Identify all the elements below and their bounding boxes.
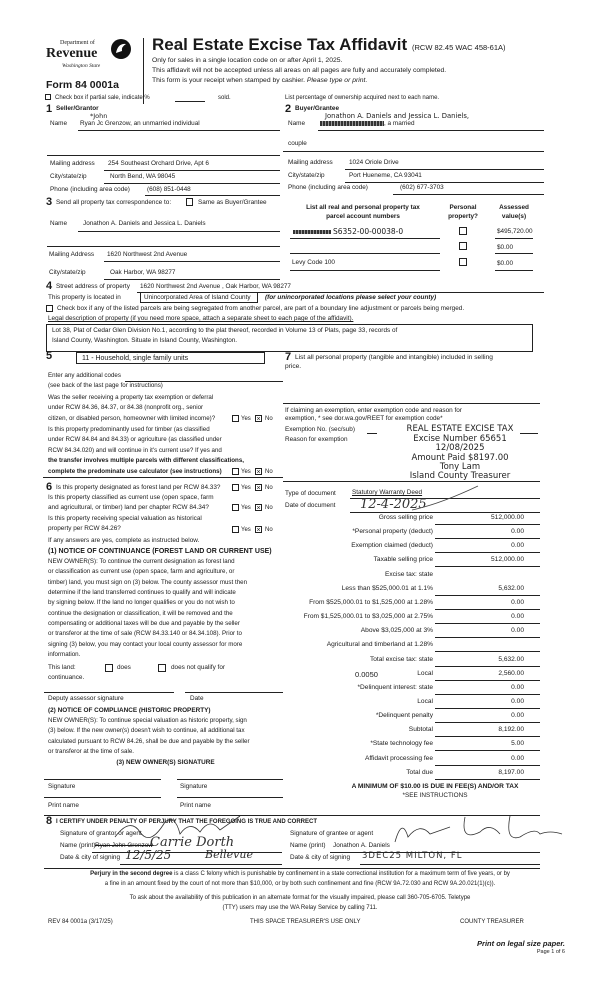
print-name-label: Print name <box>48 802 79 809</box>
signature-label: Signature <box>48 783 76 790</box>
grantee-signature-label: Signature of grantee or agent <box>290 830 374 837</box>
street-label: Street address of property <box>56 283 130 290</box>
deputy-date-field[interactable] <box>185 692 283 693</box>
question-text: property per RCW 84.26? <box>48 525 121 532</box>
seller-heading: Seller/Grantor <box>56 105 99 112</box>
doc-type-label: Type of document <box>285 490 336 497</box>
buyer-phone-field[interactable]: (602) 677-3703 <box>400 184 444 191</box>
local-rate: 0.0050 <box>355 670 378 679</box>
perjury-text: a fine in an amount fixed by the court of not more than $10,000, or by both such confinement and fine (RCW 9A.72.030 and RCW 9A.20.021(1)(c)). <box>104 881 496 887</box>
assessed-value-field[interactable]: $0.00 <box>497 244 513 251</box>
exemption-deferral-yes-label: Yes <box>241 416 251 422</box>
personal-col-header: property? <box>448 213 478 220</box>
header-note-italic: Please type or print. <box>306 77 368 84</box>
corr-city-field[interactable]: Oak Harbor, WA 98277 <box>110 269 176 276</box>
notice-text: or transferor at the time of sale (RCW 84.33.140 or 84.34.108). Prior to <box>48 630 242 638</box>
dor-logo-icon <box>110 37 132 61</box>
stamp-line: 12/08/2025 <box>435 443 485 453</box>
assessed-value-field[interactable]: $495,720.00 <box>497 228 533 235</box>
current-use-yes-label: Yes <box>241 505 251 511</box>
header-note-text: This form is your receipt when stamped by cashier. <box>152 77 305 84</box>
fee-line <box>435 680 540 681</box>
current-use-no-label: No <box>265 505 273 511</box>
notice-text: information. <box>48 651 81 659</box>
fee-line <box>435 651 540 652</box>
sold-label: sold. <box>218 95 231 101</box>
owner-print-name-field[interactable] <box>44 797 161 798</box>
fee-label: Total excise tax: state <box>369 655 433 663</box>
fee-line <box>435 722 540 723</box>
fee-label: *Delinquent penalty <box>375 712 433 720</box>
timber-agriculture-no-label: No <box>265 469 273 475</box>
grantee-name-label: Name (print) <box>290 842 326 849</box>
section-number: 8 <box>46 815 53 827</box>
fee-line <box>435 708 540 709</box>
notice-text: timber) land, you must sign on (3) below. The county assessor must then <box>48 578 248 586</box>
deputy-label: Deputy assessor signature <box>48 695 124 702</box>
exemption-note: exemption, * see dor.wa.gov/REET for exemption code* <box>285 415 443 422</box>
struck-out-text <box>320 121 384 126</box>
fee-line <box>435 694 540 695</box>
perjury-text: is a class C felony which is punishable by confinement in a state correctional institution for a maximum term of five years, or by <box>172 871 510 877</box>
fee-label: Excise tax: state <box>384 570 433 578</box>
historic-property-no-checkbox[interactable]: × <box>256 527 261 534</box>
doc-date-field[interactable]: 12-4-2025 <box>360 497 427 512</box>
print-name-label: Print name <box>180 802 211 809</box>
fee-label: Taxable selling price <box>373 556 433 564</box>
header-note: This affidavit will not be accepted unless all areas on all pages are fully and accurately completed. <box>152 67 447 74</box>
corr-mail-label: Mailing Address <box>49 251 95 258</box>
grantor-date-field[interactable]: 12/5/25 <box>125 848 172 862</box>
seller-name-label: Name <box>50 120 68 127</box>
perjury-bold: Perjury in the second degree <box>90 871 173 877</box>
fee-value[interactable]: 5.00 <box>511 740 524 748</box>
doc-date-scribble <box>410 484 480 514</box>
notice-text: (3) below. If the new owner(s) doesn't wish to continue, all additional tax <box>48 727 245 735</box>
fee-line <box>435 736 540 737</box>
this-land-label: This land: <box>48 664 76 671</box>
section-number: 6 <box>46 481 53 493</box>
notice-text: NEW OWNER(S): To continue special valuation as historic property, sign <box>48 717 247 724</box>
fee-label: Gross selling price <box>378 514 433 521</box>
fee-value[interactable]: 0.00 <box>511 613 524 621</box>
exemption-no-label: Exemption No. (sec/sub) <box>285 426 355 433</box>
notice-text: compensating or additional taxes will be due and payable by the seller <box>48 620 240 628</box>
grantor-name-label: Name (print) <box>60 842 96 849</box>
legal-description-label: Legal description of property (if you need more space, attach a separate sheet to each page of the affidavit). <box>48 315 354 322</box>
form-title: Real Estate Excise Tax Affidavit <box>152 35 408 54</box>
section-number: 5 <box>46 350 53 362</box>
seller-phone-label: Phone (including area code) <box>50 186 130 193</box>
fee-label: From $525,000.01 to $1,525,000 at 1.28% <box>309 598 433 606</box>
question-text: Was the seller receiving a property tax exemption or deferral <box>48 394 214 401</box>
fee-label: *Delinquent interest: state <box>357 683 433 691</box>
signature-label: Signature <box>180 783 208 790</box>
fee-label: Subtotal <box>408 726 433 734</box>
historic-property-yes-label: Yes <box>241 527 251 533</box>
fee-line <box>435 765 540 766</box>
does-not-label: does not qualify for <box>171 664 225 671</box>
same-as-buyer-checkbox[interactable] <box>186 198 193 206</box>
personal-col-header: Personal <box>449 204 477 211</box>
fee-value[interactable]: 0.00 <box>511 528 524 536</box>
fee-value[interactable]: 0.00 <box>511 542 524 550</box>
fee-line <box>435 552 540 553</box>
notice-text: by signing below. If the land no longer qualifies or you do not wish to <box>48 599 235 607</box>
parcel-col-header: List all real and personal property tax <box>306 204 420 211</box>
fee-line <box>435 524 540 525</box>
legal-description-field[interactable] <box>46 324 533 352</box>
correspondence-label: Send all property tax correspondence to: <box>56 199 172 206</box>
assessed-col-header: value(s) <box>501 213 527 220</box>
fee-line <box>435 538 540 539</box>
doc-type-field[interactable]: Statutory Warranty Deed <box>352 489 423 496</box>
rcw-reference: (RCW 82.45 WAC 458-61A) <box>412 43 506 52</box>
accessibility-note: To ask about the availability of this publication in an alternate format for the visually impaired, please call 360-705-6705. Teletype <box>129 895 471 901</box>
page-number: Page 1 of 6 <box>536 949 565 955</box>
personal-property-label: price. <box>285 363 302 370</box>
location-value: Unincorporated Area of Island County <box>144 294 251 301</box>
question-text: Is this property designated as forest land per RCW 84.33? <box>56 484 221 491</box>
owner-signature-field[interactable] <box>177 779 283 780</box>
fee-label: From $1,525,000.01 to $3,025,000 at 2.75% <box>303 613 433 621</box>
personal-property-checkbox[interactable] <box>459 227 467 235</box>
notice-text: continue the designation or classification, it will be removed and the <box>48 609 233 617</box>
notice-text: determine if the land transferred continues to qualify and will indicate <box>48 589 236 597</box>
buyer-name-label: Name <box>288 120 306 127</box>
revenue-logo-text: Revenue <box>46 46 98 61</box>
fee-line <box>435 666 540 667</box>
levy-code-field[interactable]: Levy Code 100 <box>292 259 335 266</box>
seller-name-insert: *John <box>90 112 108 120</box>
does-label: does <box>117 664 131 671</box>
continuance-label: continuance. <box>48 674 85 681</box>
minimum-due-note: A MINIMUM OF $10.00 IS DUE IN FEE(S) AND/OR TAX <box>351 783 519 790</box>
date-label: Date <box>190 695 204 702</box>
location-note: (for unincorporated locations please select your county) <box>265 294 437 301</box>
new-owner-signature-heading: (3) NEW OWNER(S) SIGNATURE <box>116 759 215 766</box>
fee-label: *Personal property (deduct) <box>352 528 433 536</box>
fee-label: Total due <box>406 768 433 776</box>
exemption-note: If claiming an exemption, enter exemption code and reason for <box>285 407 462 414</box>
legal-line: Lot 38, Plat of Cedar Glen Division No.1, according to the plat thereof, recorded in Volume 13 of Plats, page 33, records of <box>52 327 398 334</box>
historic-property-yes-checkbox[interactable] <box>232 526 239 533</box>
notice-compliance-heading: (2) NOTICE OF COMPLIANCE (HISTORIC PROPERTY) <box>48 707 211 714</box>
question-text: and agricultural, or timber) land per chapter RCW 84.34? <box>48 504 209 511</box>
corr-name-field[interactable]: Jonathon A. Daniels and Jessica L. Daniels <box>83 220 206 227</box>
grantor-date-label: Date & city of signing <box>60 854 121 861</box>
grantor-city-field[interactable]: Bellevue <box>205 848 253 861</box>
section-number: 2 <box>285 103 292 115</box>
county-treasurer-label: COUNTY TREASURER <box>460 919 524 925</box>
fee-label: Exemption claimed (deduct) <box>351 542 433 550</box>
question-text: under RCW 84.84 and 84.33) or agriculture (as classified under <box>48 436 222 443</box>
question-text: Enter any additional codes <box>48 372 121 379</box>
current-use-no-checkbox[interactable]: × <box>256 505 261 512</box>
dept-label: Department of <box>60 40 95 46</box>
parcel-col-header: parcel account numbers <box>326 213 400 220</box>
fee-label: Agricultural and timberland at 1.28% <box>326 641 433 649</box>
fee-line <box>435 750 540 751</box>
fee-line <box>435 566 540 567</box>
legal-paper-note: Print on legal size paper. <box>477 939 565 948</box>
fee-label: Local <box>417 697 433 705</box>
fee-value[interactable]: 0.00 <box>511 598 524 606</box>
header-note <box>152 78 367 85</box>
fee-value[interactable]: 0.00 <box>511 754 524 762</box>
grantee-date-label: Date & city of signing <box>290 854 351 861</box>
seller-mail-label: Mailing address <box>50 160 95 167</box>
stamp-line: REAL ESTATE EXCISE TAX <box>406 424 514 434</box>
segregated-checkbox[interactable] <box>46 305 53 312</box>
question-text: citizen, or disabled person, homeowner with limited income)? <box>48 415 216 422</box>
grantor-signature-label: Signature of grantor or agent <box>60 830 142 837</box>
seller-mail-field[interactable]: 254 Southeast Orchard Drive, Apt 6 <box>108 160 209 167</box>
notice-text: NEW OWNER(S): To continue the current designation as forest land <box>48 558 235 565</box>
section-number: 1 <box>46 103 53 115</box>
timber-agriculture-yes-checkbox[interactable] <box>232 468 239 475</box>
grantor-name-field[interactable]: Ryan John Grenzow <box>95 842 153 849</box>
segregated-label: Check box if any of the listed parcels are being segregated from another parcel, are part of a boundary line adjustment or parcels being merged. <box>57 305 465 312</box>
accessibility-note: (TTY) users may use the WA Relay Service by calling 711. <box>222 905 378 911</box>
deputy-signature-field[interactable] <box>44 692 174 693</box>
buyer-phone-label: Phone (including area code) <box>288 184 368 191</box>
grantor-signature[interactable] <box>110 812 250 842</box>
corr-city-label: City/state/zip <box>49 269 86 276</box>
fee-line <box>435 637 540 638</box>
buyer-city-label: City/state/zip <box>288 172 325 179</box>
located-label: This property is located in <box>48 294 121 301</box>
form-revision: REV 84 0001a (3/17/25) <box>48 919 113 925</box>
exemption-deferral-no-label: No <box>265 416 273 422</box>
buyer-name-insert: Jonathon A. Daniels and Jessica L. Daniels, <box>325 112 470 120</box>
corr-name-label: Name <box>50 220 68 227</box>
question-text: complete the predominate use calculator (see instructions) <box>48 468 222 475</box>
forest-land-no-checkbox[interactable]: × <box>256 485 261 492</box>
owner-print-name-field[interactable] <box>177 797 283 798</box>
fee-value[interactable]: 0.00 <box>511 697 524 705</box>
personal-property-label: List all personal property (tangible and intangible) included in selling <box>295 354 493 361</box>
buyer-name-cont[interactable]: couple <box>288 140 307 147</box>
stamp-line: Tony Lam <box>439 462 481 472</box>
fee-line <box>435 595 540 596</box>
if-yes-note: If any answers are yes, complete as instructed below. <box>48 537 200 544</box>
personal-property-checkbox[interactable] <box>459 242 467 250</box>
buyer-city-field[interactable]: Port Hueneme, CA 93041 <box>349 172 422 179</box>
fee-value[interactable]: 5,632.00 <box>498 584 524 592</box>
grantee-name-field[interactable]: Jonathon A. Daniels <box>333 842 390 849</box>
seller-name-field[interactable]: Ryan Jc Grenzow, an unmarried individual <box>80 120 200 127</box>
corr-mail-field[interactable]: 1620 Northwest 2nd Avenue <box>107 251 188 258</box>
notice-text: or transferor at the time of sale. <box>48 748 134 756</box>
parcel-number-field[interactable]: S6352-00-00038-0 <box>333 227 404 236</box>
notice-continuance-heading: (1) NOTICE OF CONTINUANCE (FOREST LAND OR CURRENT USE) <box>48 548 272 555</box>
fee-value[interactable]: 0.00 <box>511 712 524 720</box>
grantee-date-field[interactable]: 3DEC25 MILTON, FL <box>362 851 463 861</box>
question-text: under RCW 84.36, 84.37, or 84.38 (nonprofit org., senior <box>48 404 204 411</box>
form-number: Form 84 0001a <box>46 79 119 91</box>
seller-phone-field[interactable]: (608) 851-0448 <box>147 186 191 193</box>
section-number: 3 <box>46 196 53 208</box>
buyer-heading: Buyer/Grantee <box>295 105 340 112</box>
personal-property-field[interactable] <box>283 403 540 404</box>
fee-value[interactable]: 0.00 <box>511 627 524 635</box>
section-number: 7 <box>285 351 292 363</box>
does-not-qualify-checkbox[interactable] <box>158 664 166 672</box>
treasurer-use-label: THIS SPACE TREASURER'S USE ONLY <box>250 919 361 925</box>
fee-line <box>435 779 540 780</box>
historic-property-no-label: No <box>265 527 273 533</box>
struck-out-text <box>293 230 331 234</box>
stamp-line: Island County Treasurer <box>409 471 511 481</box>
fee-line <box>435 623 540 624</box>
fee-value[interactable]: 512,000.00 <box>490 556 524 564</box>
current-use-yes-checkbox[interactable] <box>232 504 239 511</box>
question-text: the transfer involves multiple parcels with different classifications, <box>48 457 244 464</box>
fee-value[interactable]: 0.00 <box>511 683 524 691</box>
assessed-value-field[interactable]: $0.00 <box>497 260 513 267</box>
stamp-line: Excise Number 65651 <box>413 434 507 444</box>
assessed-col-header: Assessed <box>499 204 529 211</box>
notice-text: signing (3) below, you may contact your local county assessor for more <box>48 640 243 648</box>
buyer-mail-label: Mailing address <box>288 159 333 166</box>
does-qualify-checkbox[interactable] <box>105 664 113 672</box>
legal-line: Island County, Washington. Situate in Island County, Washington. <box>52 337 238 344</box>
fee-value[interactable]: 5,632.00 <box>498 655 524 663</box>
certify-statement: I CERTIFY UNDER PENALTY OF PERJURY THAT THE FOREGOING IS TRUE AND CORRECT <box>56 819 318 825</box>
partial-sale-checkbox[interactable] <box>45 94 51 100</box>
question-text: RCW 84.34.020) and will continue in it's current use? If yes and <box>48 447 222 454</box>
question-text: Is this property classified as current use (open space, farm <box>48 494 214 501</box>
fee-value[interactable]: 8,197.00 <box>498 768 524 776</box>
owner-signature-field[interactable] <box>44 779 161 780</box>
doc-date-label: Date of document <box>285 502 336 509</box>
grantor-name-handwritten: Carrie Dorth <box>150 835 235 850</box>
fee-label: *State technology fee <box>370 740 433 748</box>
additional-codes-field[interactable] <box>125 381 283 382</box>
land-use-value: 11 - Household, single family units <box>82 355 189 362</box>
land-use-select[interactable] <box>76 352 265 364</box>
seller-city-label: City/state/zip <box>50 173 87 180</box>
fee-label: Affidavit processing fee <box>364 754 433 762</box>
location-select[interactable] <box>140 292 258 303</box>
personal-property-checkbox[interactable] <box>459 258 467 266</box>
header-note: Only for sales in a single location code on or after April 1, 2025. <box>152 57 343 64</box>
see-instructions-note: *SEE INSTRUCTIONS <box>402 792 468 799</box>
forest-land-no-label: No <box>265 485 273 491</box>
fee-value[interactable]: 8,192.00 <box>498 726 524 734</box>
street-field[interactable]: 1620 Northwest 2nd Avenue , Oak Harbor, WA 98277 <box>140 283 291 290</box>
forest-land-yes-checkbox[interactable] <box>232 484 239 491</box>
stamp-line: Amount Paid $8197.00 <box>411 453 509 463</box>
section-number: 4 <box>46 280 53 292</box>
notice-text: or classification as current use (open space, farm and agriculture, or <box>48 568 235 576</box>
question-text: (see back of the last page for instructions) <box>48 382 163 389</box>
timber-agriculture-yes-label: Yes <box>241 469 251 475</box>
same-as-buyer-label: Same as Buyer/Grantee <box>198 199 267 206</box>
buyer-name-field[interactable]: , a married <box>384 120 415 128</box>
partial-sale-label: Check box if partial sale, indicate % <box>55 95 150 101</box>
fee-line <box>435 609 540 610</box>
partial-percent-field[interactable] <box>175 101 205 102</box>
exemption-deferral-yes-checkbox[interactable] <box>232 415 239 422</box>
fee-value[interactable]: 2,560.00 <box>498 669 524 677</box>
forest-land-yes-label: Yes <box>241 485 251 491</box>
grantee-signature[interactable] <box>390 812 565 848</box>
exemption-deferral-no-checkbox[interactable]: × <box>256 416 261 423</box>
fee-label: Less than $525,000.01 at 1.1% <box>341 584 433 592</box>
exemption-reason-label: Reason for exemption <box>285 436 348 443</box>
question-text: Is this property receiving special valuation as historical <box>48 515 202 522</box>
notice-text: calculated pursuant to RCW 84.26, shall be due and payable by the seller <box>48 737 250 745</box>
timber-agriculture-no-checkbox[interactable]: × <box>256 469 261 476</box>
state-label: Washington State <box>62 63 101 69</box>
seller-city-field[interactable]: North Bend, WA 98045 <box>110 173 176 180</box>
buyer-mail-field[interactable]: 1024 Oriole Drive <box>349 159 399 166</box>
fee-label: Local <box>417 669 433 677</box>
fee-value[interactable]: 512,000.00 <box>490 514 524 521</box>
ownership-note: List percentage of ownership acquired next to each name. <box>285 95 440 101</box>
fee-label: Above $3,025,000 at 3% <box>360 627 433 635</box>
question-text: Is this property predominantly used for timber (as classified <box>48 426 210 433</box>
